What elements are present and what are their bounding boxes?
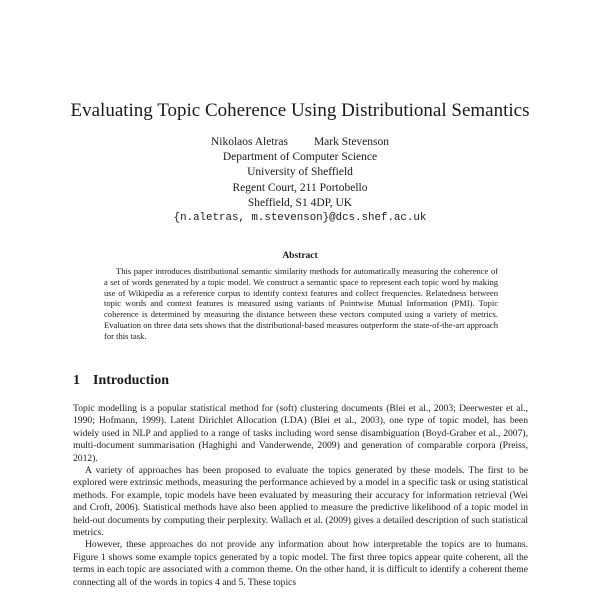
abstract-heading: Abstract xyxy=(282,251,318,261)
affiliation-line: University of Sheffield xyxy=(247,166,353,179)
section-heading xyxy=(73,372,169,390)
section-number: 1 xyxy=(73,373,80,388)
affiliation-line: Regent Court, 211 Portobello xyxy=(232,181,368,194)
author-email: {n.aletras, m.stevenson}@dcs.shef.ac.uk xyxy=(173,212,427,225)
author-name: Mark Stevenson xyxy=(313,136,390,148)
abstract-text: This paper introduces distributional semantic similarity methods for automatically measuring the coherence of a set of words generated by a topic model. We construct a semantic space to represent each topic word by making use of Wikipedia as a reference corpus to identify context features and collect frequencies. Relatedness between topic words and context features is measured using variants of Pointwise Mutual Information (PMI). Topic coherence is determined by measuring the distance between these vectors computed using a variety of metrics. Evaluation on three data sets shows that the distributional-based measures outperform the state-of-the-art approach for this task. xyxy=(104,266,498,341)
affiliation-line: Department of Computer Science xyxy=(222,151,378,164)
author-names xyxy=(0,135,600,150)
section-title: Introduction xyxy=(93,373,169,388)
author-block xyxy=(0,135,600,226)
abstract-body xyxy=(104,266,498,342)
body-paragraph: A variety of approaches has been proposed to evaluate the topics generated by these models. The first to be explored were extrinsic methods, measuring the performance achieved by a model in a specific task or using statistical methods. For example, topic models have been evaluated by measuring their accuracy for information retrieval (Wei and Croft, 2006). Statistical methods have also been applied to measure the predictive likelihood of a topic model in held-out documents by computing their perplexity. Wallach et al. (2009) gives a detailed description of such statistical metrics. xyxy=(73,465,529,539)
paper-title: Evaluating Topic Coherence Using Distributional Semantics xyxy=(70,100,530,121)
affiliation-line: Sheffield, S1 4DP, UK xyxy=(247,196,353,209)
body-paragraph: Topic modelling is a popular statistical method for (soft) clustering documents (Blei et al., 2003; Deerwester et al., 1990; Hofmann, 1999). Latent Dirichlet Allocation (LDA) (Blei et al., 2003), one type of topic model, has been widely used in NLP and applied to a range of tasks including word sense disambiguation (Boyd-Graber et al., 2007), multi-document summarisation (Haghighi and Vanderwende, 2009) and generation of comparable corpora (Preiss, 2012). xyxy=(73,403,528,464)
body-paragraph: However, these approaches do not provide any information about how interpretable the topics are to humans. Figure 1 shows some example topics generated by a topic model. The first three topics appear quite coherent, all the terms in each topic are associated with a common theme. On the other hand, it is difficult to identify a coherent theme connecting all of the words in topics 4 and 5. These topics xyxy=(73,539,528,588)
author-name: Nikolaos Aletras xyxy=(210,136,288,148)
section-body xyxy=(73,403,528,589)
